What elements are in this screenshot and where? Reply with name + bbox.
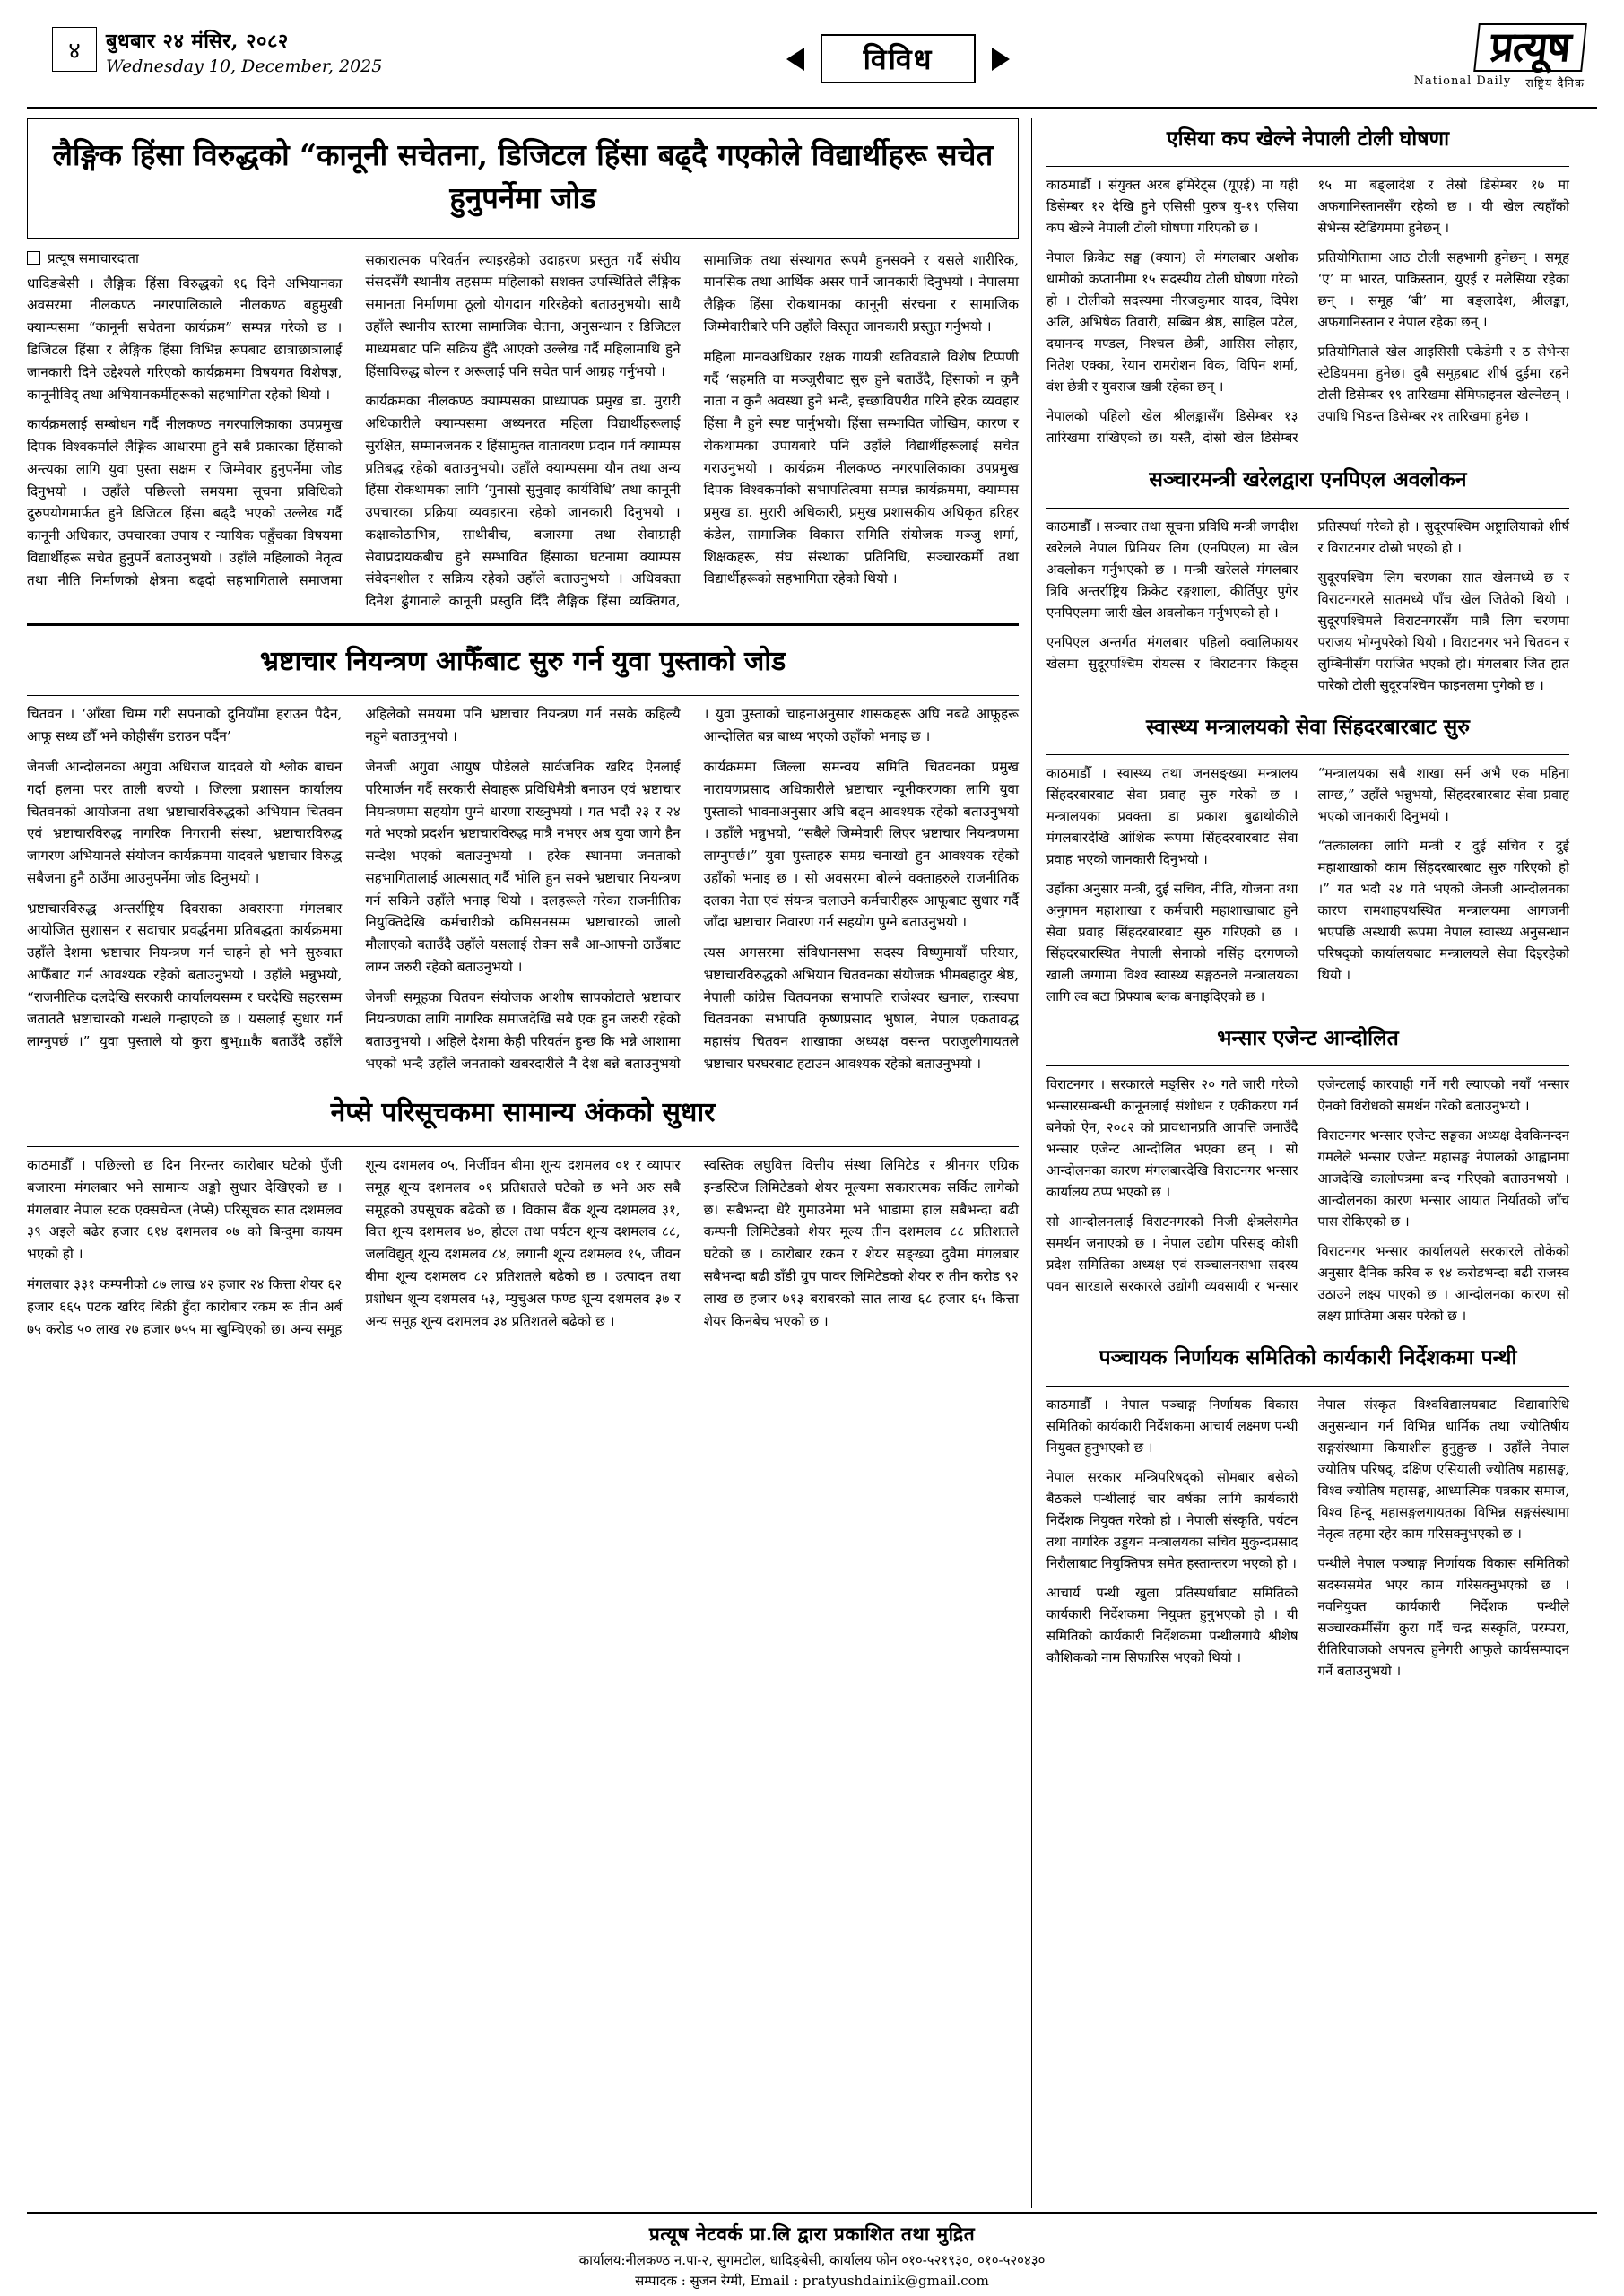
- paragraph: विराटनगर भन्सार एजेन्ट सङ्घका अध्यक्ष देवकिनन्दन गमलेले भन्सार एजेन्ट महासङ्घ नेपालको आह्वानमा आजदेखि कालोपत्रमा बन्द गरिएको बताउनभयो । आन्दोलनका कारण भन्सार आयात निर्यातको जाँच पास रोकिएको छ ।: [1317, 1127, 1569, 1231]
- article-asia-cup: [1046, 118, 1569, 448]
- paragraph: उहाँका अनुसार मन्त्री, दुई सचिव, नीति, योजना तथा अनुगमन महाशाखा र कर्मचारी महाशाखाबाट हुने सेवा प्रवाह सिंहदरबारबाट सुरु गरिएको छ । सिंहदरबारस्थित नेपाली सेनाको नसिंह दरगणको खाली जग्गामा विश्व स्वास्थ्य सङ्गठनले मन्त्रालयका लागि ल्व बटा प्रिफ्याब ब्लक बनाइदिएको छ ।: [1046, 881, 1298, 1005]
- article-panchang-headline: पञ्चायक निर्णायक समितिको कार्यकारी निर्देशकमा पन्थी: [1099, 1345, 1517, 1370]
- paragraph: महिला मानवअधिकार रक्षक गायत्री खतिवडाले विशेष टिप्पणी गर्दै ‘सहमति वा मञ्जुरीबाट सुरु हुने बताउँदै, हिंसाको न कुनै नाता न कुनै अवस्था हुने भन्दै, इच्छाविपरीत गरिने हरेक व्यवहार हिंसा नै हुने स्पष्ट पार्नुभयो। हिंसा सम्भावित जोखिम, कारण र रोकथामका उपायबारे पनि उहाँले विद्यार्थीहरूलाई सचेत गराउनुभयो । कार्यक्रम नीलकण्ठ नगरपालिकाका उपप्रमुख दिपक विश्वकर्माको सभापतित्वमा सम्पन्न कार्यक्रममा, क्याम्पस प्रमुख डा. मुरारी अधिकारी, प्रमुख प्रशासकीय अधिकृत हरिहर कंडेल, सामाजिक विकास समिति संयोजक मञ्जु शर्मा, शिक्षकहरू, संघ संस्थाका प्रतिनिधि, सञ्चारकर्मी तथा विद्यार्थीहरूको सहभागिता रहेको थियो ।: [703, 348, 1019, 587]
- article-lead-body: [27, 249, 1019, 613]
- article-third-headline: नेप्से परिसूचकमा सामान्य अंकको सुधार: [330, 1096, 716, 1128]
- divider: [1046, 754, 1569, 755]
- divider: [1046, 1386, 1569, 1387]
- paragraph: नेपाल संस्कृत विश्वविद्यालयबाट विद्यावारिधि अनुसन्धान गर्न विभिन्न धार्मिक तथा ज्योतिषीय सङ्गसंस्थामा कियाशील हुनुहुन्छ । उहाँले नेपाल ज्योतिष परिषद्, दक्षिण एसियाली ज्योतिष महासङ्घ, विश्व ज्योतिष महासङ्घ, आध्यात्मिक पत्रकार समाज, विश्व हिन्दू महासङ्गलगायतका विभिन्न सङ्गसंस्थामा नेतृत्व तहमा रहेर काम गरिसक्नुभएको छ ।: [1317, 1396, 1569, 1542]
- logo-title: प्रत्यूष: [1473, 23, 1587, 72]
- paragraph: काठमाडौँ । नेपाल पञ्चाङ्ग निर्णायक विकास समितिको कार्यकारी निर्देशकमा आचार्य लक्ष्मण पन्थी नियुक्त हुनुभएको छ ।: [1046, 1396, 1298, 1456]
- page-footer: [27, 2212, 1597, 2290]
- paragraph: सुदूरपश्चिम लिग चरणका सात खेलमध्ये छ र विराटनगरले सातमध्ये पाँच खेल जितेको थियो । सुदूरपश्चिमले विराटनगरसँग मात्रै लिग चरणमा पराजय भोग्नुपरेको थियो । विराटनगर भने चितवन र लुम्बिनीसँग पराजित भएको हो। मंगलबार जित हात पारेको टोली सुदूरपश्चिम फाइनलमा पुगेको छ ।: [1317, 569, 1569, 693]
- paragraph: काठमाडौँ । पछिल्लो छ दिन निरन्तर कारोबार घटेको पुँजी बजारमा मंगलबार भने सामान्य अङ्को सुधार देखिएको छ । मंगलबार नेपाल स्टक एक्सचेन्ज (नेप्से) परिसूचक सात दशमलव ३९ अइले बढेर हजार ६१४ दशमलव ०७ को बिन्दुमा कायम भएको हो ।: [27, 1157, 343, 1263]
- logo-subtitle-right: राष्ट्रिय दैनिक: [1525, 77, 1585, 91]
- date-nepali: बुधबार २४ मंसिर, २०८२: [106, 30, 289, 53]
- paragraph: चितवन । ‘आँखा चिम्म गरी सपनाको दुनियाँमा हराउन पैदैन, आफू सध्य छौँ भने कोहीसँग डराउन पर्दैन’: [27, 706, 343, 745]
- page-number: ४: [52, 27, 97, 72]
- paragraph: कार्यक्रमका नीलकण्ठ क्याम्पसका प्राध्यापक प्रमुख डा. मुरारी अधिकारीले क्याम्पसमा अध्यनरत महिला विद्यार्थीहरूलाई सुरक्षित, सम्मानजनक र हिंसामुक्त वातावरण प्रदान गर्न क्याम्पस प्रतिबद्ध रहेको बताउनुभयो। उहाँले क्याम्पसमा यौन तथा अन्य हिंसा रोकथामका लागि ‘गुनासो सुनुवाइ कार्यविधि’ तथा कानूनी उपचारका प्रक्रिया व्यवहारमा रहेको जानकारी दिनुभयो । कक्षाकोठाभित्र, साथीबीच, बजारमा तथा सेवाग्राही सेवाप्रदायकबीच हुने सम्भावित हिंसाका घटनामा क्याम्पस संवेदनशील र सक्रिय रहेको उहाँले बताउनुभयो । अधिवक्ता दिनेश ढुंगानाले कानूनी प्रस्तुति दिँदै लैङ्गिक हिंसा व्यक्तिगत, सामाजिक तथा संस्थागत रूपमै हुनसक्ने र यसले शारीरिक, मानसिक तथा आर्थिक असर पार्ने जानकारी दिनुभयो । नेपालमा लैङ्गिक हिंसा रोकथामका कानूनी संरचना र सामाजिक जिम्मेवारीबारे पनि उहाँले विस्तृत जानकारी प्रस्तुत गर्नुभयो ।: [365, 251, 1019, 610]
- footer-editor: सम्पादक : सुजन रेग्मी, Email : pratyushdainik@gmail.com: [635, 2273, 989, 2289]
- article-customs-agent: [1046, 1018, 1569, 1326]
- paragraph: पन्थीले नेपाल पञ्चाङ्ग निर्णायक विकास समितिको सदस्यसमेत भएर काम गरिसक्नुभएको छ । नवनियुक्त कार्यकारी निर्देशक पन्थीले सञ्चारकर्मीसँग कुरा गर्दै चन्द्र संस्कृति, परम्परा, रीतिरिवाजको अपनत्व हुनेगरी आफुले कार्यसम्पादन गर्ने बताउनुभयो ।: [1317, 1554, 1569, 1679]
- divider: [27, 1146, 1019, 1147]
- article-lead: [27, 118, 1019, 239]
- paragraph: स्वस्तिक लघुवित्त वित्तीय संस्था लिमिटेड र श्रीनगर एग्रिक इन्डस्टिज लिमिटेडको शेयर मूल्यमा सकारात्मक सर्किट लागेको छ। सबैभन्दा धेरै गुमाउनेमा भने भाडामा हाल सबैभन्दा बढी कम्पनी लिमिटेडको शेयर मूल्य तीन दशमलव ८८ प्रतिशतले घटेको छ । कारोबार रकम र शेयर सङ्ख्या दुवैमा मंगलबार सबैभन्दा बढी डाँडी ग्रुप पावर लिमिटेडको शेयर रु तीन करोड ९२ लाख छ हजार ७१३ बराबरको सात लाख ६८ हजार ६५ कित्ता शेयर किनबेच भएको छ ।: [703, 1157, 1019, 1329]
- paragraph: जेनजी अगुवा आयुष पौडेलले सार्वजनिक खरिद ऐनलाई परिमार्जन गर्दै सरकारी सेवाहरू प्रविधिमैत्री बनाउन एवं भ्रष्टाचार नियन्त्रणमा सहयोग पुग्ने धारणा राख्नुभयो । गत भदौ २३ र २४ गते भएको प्रदर्शन भ्रष्टाचारविरुद्ध मात्रै नभएर अब युवा जागे हैन सन्देश भएको बताउनुभयो । हरेक स्थानमा जनताको सहभागितालाई आत्मसात् गर्दै भोलि हुन सक्ने भ्रष्टाचार नियन्त्रण गर्न सकिने उहाँले भनाइ थियो । दलहरूले गरेका राजनीतिक नियुक्तिदेखि कर्मचारीको कमिसनसम्म भ्रष्टाचारको जालो मौलाएको बताउँदै उहाँले यसलाई रोक्न सबै आ-आफ्नो ठाउँबाट लाग्न जरुरी रहेको बताउनुभयो ।: [365, 758, 681, 975]
- paragraph: धादिङबेसी । लैङ्गिक हिंसा विरुद्धको १६ दिने अभियानका अवसरमा नीलकण्ठ नगरपालिकाले नीलकण्ठ बहुमुखी क्याम्पसमा “कानूनी सचेतना कार्यक्रम” सम्पन्न गरेको छ । डिजिटल हिंसा र लैङ्गिक हिंसा विभिन्न रूपबाट छात्राछात्रालाई जानकारी दिने उद्देश्यले गरिएको कार्यक्रममा विषयगत विशेषज्ञ, कानूनीविद् तथा अभियानकर्मीहरूको सहभागिता रहेको थियो ।: [27, 274, 343, 403]
- paragraph: आचार्य पन्थी खुला प्रतिस्पर्धाबाट समितिको कार्यकारी निर्देशकमा नियुक्त हुनुभएको हो । यी समितिको कार्यकारी निर्देशकमा पन्थीलगायै श्रीशेष कौशिकको नाम सिफारिस भएको थियो ।: [1046, 1584, 1298, 1665]
- divider: [27, 623, 1019, 626]
- paragraph: एनपिएल अन्तर्गत मंगलबार पहिलो क्वालिफायर खेलमा सुदूरपश्चिम रोयल्स र विराटनगर किङ्स प्रतिस्पर्धा गरेको हो । सुदूरपश्चिम अष्ट्रालियाको शीर्ष र विराटनगर दोस्रो भएको हो ।: [1046, 517, 1569, 672]
- paragraph: विराटनगर । सरकारले मङ्सिर २० गते जारी गरेको भन्सारसम्बन्धी कानूनलाई संशोधन र एकीकरण गर्न बनेको ऐन, २०८२ को प्रावधानप्रति आपत्ति जनाउँदै भन्सार एजेन्ट आन्दोलित भएका छन् । सो आन्दोलनका कारण मंगलबारदेखि विराटनगर भन्सार कार्यालय ठप्प भएको छ ।: [1046, 1076, 1298, 1201]
- article-asia-cup-headline: एसिया कप खेल्ने नेपाली टोली घोषणा: [1166, 126, 1450, 151]
- section-name: विविध: [821, 34, 977, 83]
- paragraph: जेनजी समूहका चितवन संयोजक आशीष सापकोटाले भ्रष्टाचार नियन्त्रणका लागि नागरिक समाजदेखि सबै एक हुन जरुरी रहेको बताउनुभयो । अहिले देशमा केही परिवर्तन हुन्छ कि भन्ने आशामा भएको भन्दै उहाँले जनताको खबरदारीले नै देश बन्ने बताउनुभयो । युवा पुस्ताको चाहनाअनुसार शासकहरू अघि नबढे आफूहरू आन्दोलित बन्न बाध्य भएको उहाँको भनाइ छ ।: [365, 706, 1019, 1072]
- section-header: [786, 34, 1011, 83]
- article-health-ministry: [1046, 707, 1569, 1007]
- footer-publisher: प्रत्यूष नेटवर्क प्रा.लि द्वारा प्रकाशित तथा मुद्रित: [648, 2222, 976, 2245]
- paragraph: प्रतियोगितामा आठ टोली सहभागी हुनेछन् । समूह ‘ए’ मा भारत, पाकिस्तान, युएई र मलेसिया रहेका छन् । समूह ‘बी’ मा बङ्लादेश, श्रीलङ्का, अफगानिस्तान र नेपाल रहेका छन् ।: [1317, 249, 1569, 331]
- masthead-logo: [1414, 23, 1597, 91]
- divider: [27, 695, 1019, 696]
- date-block: [106, 23, 382, 78]
- paragraph: काठमाडौँ । सञ्चार तथा सूचना प्रविधि मन्त्री जगदीश खरेलले नेपाल प्रिमियर लिग (एनपिएल) मा खेल अवलोकन गर्नुभएको छ । मन्त्री खरेलले मंगलबार त्रिवि अन्तर्राष्ट्रिय क्रिकेट रङ्गशाला, कीर्तिपुर पुगेर एनपिएलमा जारी खेल अवलोकन गर्नुभएको हो ।: [1046, 517, 1298, 621]
- article-panchang-committee: [1046, 1337, 1569, 1683]
- article-lead-headline: लैङ्गिक हिंसा विरुद्धको “कानूनी सचेतना, डिजिटल हिंसा बढ्दै गएकोले विद्यार्थीहरू सचेत हुनुपर्नेमा जोड: [52, 137, 994, 215]
- paragraph: कार्यक्रमलाई सम्बोधन गर्दै नीलकण्ठ नगरपालिकाका उपप्रमुख दिपक विश्वकर्माले लैङ्गिक आधारमा हुने सबै प्रकारका हिंसाको अन्त्यका लागि युवा पुस्ता सक्षम र जिम्मेवार हुनुपर्नेमा जोड दिनुभयो । उहाँले पछिल्लो समयमा सूचना प्रविधिको दुरुपयोगमार्फत हुने डिजिटल हिंसा बढ्दै भएको उल्लेख गर्दै कानूनी अधिकार, उपचारका उपाय र न्यायिक पहुँचका विषयमा विद्यार्थीहरू सचेत हुनुपर्ने बताउनुभयो । उहाँले महिलाको नेतृत्व तथा नीति निर्माणको क्षेत्रमा बढ्दो सहभागिताले समाजमा सकारात्मक परिवर्तन ल्याइरहेको उदाहरण प्रस्तुत गर्दै संघीय संसदसँगै स्थानीय तहसम्म महिलाको सशक्त उपस्थितिले लैङ्गिक समानता निर्माणमा ठूलो योगदान गरिरहेको बताउनुभयो। साथै उहाँले स्थानीय स्तरमा सामाजिक चेतना, अनुसन्धान र डिजिटल माध्यमबाट पनि सक्रिय हुँदै आएको उल्लेख गर्दै महिलामाथि हुने हिंसाविरुद्ध बोल्न र अरूलाई पनि सचेत पार्न आग्रह गर्नुभयो ।: [27, 251, 681, 588]
- article-second-headline: भ्रष्टाचार नियन्त्रण आफैँबाट सुरु गर्न युवा पुस्ताको जोड: [259, 645, 786, 677]
- paragraph: काठमाडौँ । स्वास्थ्य तथा जनसङ्ख्या मन्त्रालय सिंहदरबारबाट सेवा प्रवाह सुरु गरेको छ । मन्त्रालयका प्रवक्ता डा प्रकाश बुढाथोकीले मंगलबारदेखि आंशिक रूपमा सिंहदरबारबाट सेवा प्रवाह भएको जानकारी दिनुभयो ।: [1046, 765, 1298, 868]
- left-column: [27, 118, 1031, 2208]
- paragraph: “मन्त्रालयका सबै शाखा सर्न अभै एक महिना लाग्छ,” उहाँले भन्नुभयो, सिंहदरबारबाट सेवा प्रवाह भएको जानकारी दिनुभयो ।: [1317, 765, 1569, 825]
- article-second: [27, 635, 1019, 1075]
- masthead-left: [27, 23, 382, 78]
- divider: [1046, 166, 1569, 167]
- paragraph: विराटनगर भन्सार कार्यालयले सरकारले तोकेको अनुसार दैनिक करिव रु १४ करोडभन्दा बढी राजस्व उठाउने लक्ष्य पाएको छ । आन्दोलनका कारण सो लक्ष्य प्राप्तिमा असर परेको छ ।: [1317, 1243, 1569, 1325]
- footer-address: कार्यालय:नीलकण्ठ न.पा-२, सुगमटोल, धादिङ्बेसी, कार्यालय फोन ०१०-५२१९३०, ०१०-५२०४३०: [578, 2252, 1046, 2268]
- date-english: Wednesday 10, December, 2025: [106, 56, 383, 76]
- byline-text: प्रत्यूष समाचारदाता: [48, 249, 139, 266]
- paragraph: भ्रष्टाचारविरुद्ध अन्तर्राष्ट्रिय दिवसका अवसरमा मंगलबार आयोजित सुशासन र सदाचार प्रवर्द्धनमा प्रतिबद्धता कार्यक्रममा उहाँले देशमा भ्रष्टाचार नियन्त्रण गर्न चाहने हो भने सुरुवात आफैँबाट गर्न आवश्यक रहेको बताउनुभयो । उहाँले भन्नुभयो, “राजनीतिक दलदेखि सरकारी कार्यालयसम्म र घरदेखि सहरसम्म जताततै भ्रष्टाचारको गन्धले गन्हाएको छ । यसलाई सुधार गर्न लाग्नुपर्छ ।” युवा पुस्ताले यो कुरा बुभ्mकै बताउँदै उहाँले अहिलेको समयमा पनि भ्रष्टाचार नियन्त्रण गर्न नसके कहिल्यै नहुने बताउनुभयो ।: [27, 706, 681, 1050]
- paragraph: कार्यक्रममा जिल्ला समन्वय समिति चितवनका प्रमुख नारायणप्रसाद अधिकारीले भ्रष्टाचार न्यूनीकरणका लागि युवा पुस्ताको भावनाअनुसार अघि बढ्न आवश्यक रहेको बताउनुभयो । उहाँले भन्नुभयो, “सबैले जिम्मेवारी लिएर भ्रष्टाचार नियन्त्रणमा लाग्नुपर्छ।” युवा पुस्ताहरु समग्र चनाखो हुन आवश्यक रहेको उहाँको भनाइ छ । सो अवसरमा बोल्ने वक्ताहरुले राजनीतिक दलका नेता एवं संयन्त्र चलाउने कर्मचारीहरू आफूबाट सुधार गर्दै जाँदा भ्रष्टाचार निवारण गर्न सहयोग पुग्ने बताउनुभयो ।: [703, 758, 1019, 931]
- article-npl-headline: सञ्चारमन्त्री खरेलद्वारा एनपिएल अवलोकन: [1149, 467, 1467, 492]
- masthead: [27, 23, 1597, 109]
- divider: [1046, 508, 1569, 509]
- article-customs-headline: भन्सार एजेन्ट आन्दोलित: [1217, 1026, 1399, 1051]
- logo-subtitle-left: National Daily: [1413, 74, 1512, 89]
- paragraph: जेनजी आन्दोलनका अगुवा अधिराज यादवले यो श्लोक बाचन गर्दा हलमा परर ताली बज्यो । जिल्ला प्रशासन कार्यालय चितवनको आयोजना तथा भ्रष्टाचारविरुद्धको अभियान चितवन एवं भ्रष्टाचारविरुद्ध नागरिक निगरानी संस्था, भ्रष्टाचारविरुद्ध जागरण अभियानले संयोजन कार्यक्रममा यादवले भ्रष्टाचार विरुद्ध सबैजना हुनै ठाउँमा आउनुपर्नेमा जोड दिनुभयो ।: [27, 758, 343, 886]
- arrow-left-icon: [786, 48, 804, 71]
- byline: [27, 249, 342, 267]
- page-content: [27, 118, 1597, 2208]
- article-third: [27, 1086, 1019, 1341]
- paragraph: नेपाल सरकार मन्त्रिपरिषद्को सोमबार बसेको बैठकले पन्थीलाई चार वर्षका लागि कार्यकारी निर्देशक नियुक्त गरेको हो । नेपाली संस्कृति, पर्यटन तथा नागरिक उड्डयन मन्त्रालयका सचिव मुकुन्दप्रसाद निरौलाबाट नियुक्तिपत्र समेत हस्तान्तरण भएको हो ।: [1046, 1468, 1298, 1571]
- right-column: [1031, 118, 1569, 2208]
- paragraph: नेपाल क्रिकेट सङ्घ (क्यान) ले मंगलबार अशोक धामीको कप्तानीमा १५ सदस्यीय टोली घोषणा गरेको हो । टोलीको सदस्यमा नीरजकुमार यादव, दिपेश अलि, अभिषेक तिवारी, सब्बिन श्रेष्ठ, साहिल पटेल, दयानन्द मण्डल, निश्चल छेत्री, आसिस लोहार, नितेश एक्का, रेयान रामरोशन विक, विपिन शर्मा, वंश छेत्री र युवराज खत्री रहेका छन् ।: [1046, 249, 1298, 396]
- article-health-headline: स्वास्थ्य मन्त्रालयको सेवा सिंहदरबारबाट सुरु: [1146, 714, 1470, 739]
- paragraph: काठमाडौँ । संयुक्त अरब इमिरेट्स (यूएई) मा यही डिसेम्बर १२ देखि हुने एसिसी पुरुष यु-१९ एसिया कप खेल्ने नेपाली टोली घोषणा गरिएको छ ।: [1046, 177, 1298, 237]
- byline-marker-icon: [27, 251, 40, 265]
- divider: [1046, 1065, 1569, 1066]
- paragraph: नेपालको पहिलो खेल श्रीलङ्कासँग डिसेम्बर १३ तारिखमा राखिएको छ। यस्तै, दोस्रो खेल डिसेम्बर १५ मा बङ्लादेश र तेस्रो डिसेम्बर १७ मा अफगानिस्तानसँग रहेको छ । यी खेल त्यहाँको सेभेन्स स्टेडियममा हुनेछन् ।: [1046, 177, 1569, 447]
- paragraph: प्रतियोगिताले खेल आइसिसी एकेडेमी र ठ सेभेन्स स्टेडियममा हुनेछ। दुबै समूहबाट शीर्ष दुईमा रहने टोली डिसेम्बर १९ तारिखमा सेमिफाइनल खेल्नेछन् । उपाधि भिडन्त डिसेम्बर २१ तारिखमा हुनेछ ।: [1317, 344, 1569, 425]
- paragraph: सो आन्दोलनलाई विराटनगरको निजी क्षेत्रलेसमेत समर्थन जनाएको छ । नेपाल उद्योग परिसङ् कोशी प्रदेश समितिका अध्यक्ष एवं सञ्चालनसभा सदस्य पवन सारडाले सरकारले उद्योगी व्यवसायी र भन्सार एजेन्टलाई कारवाही गर्ने गरी ल्याएको नयाँ भन्सार ऐनको विरोधको समर्थन गरेको बताउनुभयो ।: [1046, 1076, 1569, 1295]
- paragraph: मंगलबार ३३१ कम्पनीको ८७ लाख ४२ हजार २४ कित्ता शेयर ६२ हजार ६६५ पटक खरिद बिक्री हुँदा कारोबार रकम रू तीन अर्ब ७५ करोड ५० लाख २७ हजार ७५५ मा खुम्चिएको छ। अन्य समूह शून्य दशमलव ०५, निर्जीवन बीमा शून्य दशमलव ०१ र व्यापार समूह शून्य दशमलव ०१ प्रतिशतले घटेको छ भने अरु सबै समूहको उपसूचक बढेको छ । विकास बैंक शून्य दशमलव ३१, वित्त शून्य दशमलव ४०, होटल तथा पर्यटन शून्य दशमलव ८८, जलविद्युत् शून्य दशमलव ८४, लगानी शून्य दशमलव १५, जीवन बीमा शून्य दशमलव ८२ प्रतिशतले बढेको छ । उत्पादन तथा प्रशोधन शून्य दशमलव ५३, म्युचुअल फण्ड शून्य दशमलव ३७ र अन्य समूह शून्य दशमलव ३४ प्रतिशतले बढेको छ ।: [27, 1157, 681, 1337]
- article-npl-observation: [1046, 459, 1569, 695]
- paragraph: त्यस अगसरमा संविधानसभा सदस्य विष्णुमायाँ परियार, भ्रष्टाचारविरुद्धको अभियान चितवनका संयोजक भीमबहादुर श्रेष्ठ, नेपाली कांग्रेस चितवनका सभापति राजेश्वर खनाल, राःस्वपा चितवनका सभापति कृष्णप्रसाद भुषाल, नेपाल एकतावद्ध महासंघ चितवन शाखाका अध्यक्ष वसन्त पराजुलीगायतले भ्रष्टाचार घरघरबाट हटाउन आवश्यक रहेको बताउनुभयो ।: [703, 944, 1019, 1072]
- paragraph: “तत्कालका लागि मन्त्री र दुई सचिव र दुई महाशाखाको काम सिंहदरबारबाट सुरु गरिएको हो ।” गत भदौ २४ गते भएको जेनजी आन्दोलनका कारण रामशाहपथस्थित मन्त्रालयमा आगजनी भएपछि अस्थायी रूपमा नेपाल स्वास्थ्य अनुसन्धान परिषद्को कार्यालयबाट मन्त्रालयले सेवा दिइरहेको थियो ।: [1317, 838, 1569, 984]
- arrow-right-icon: [992, 48, 1010, 71]
